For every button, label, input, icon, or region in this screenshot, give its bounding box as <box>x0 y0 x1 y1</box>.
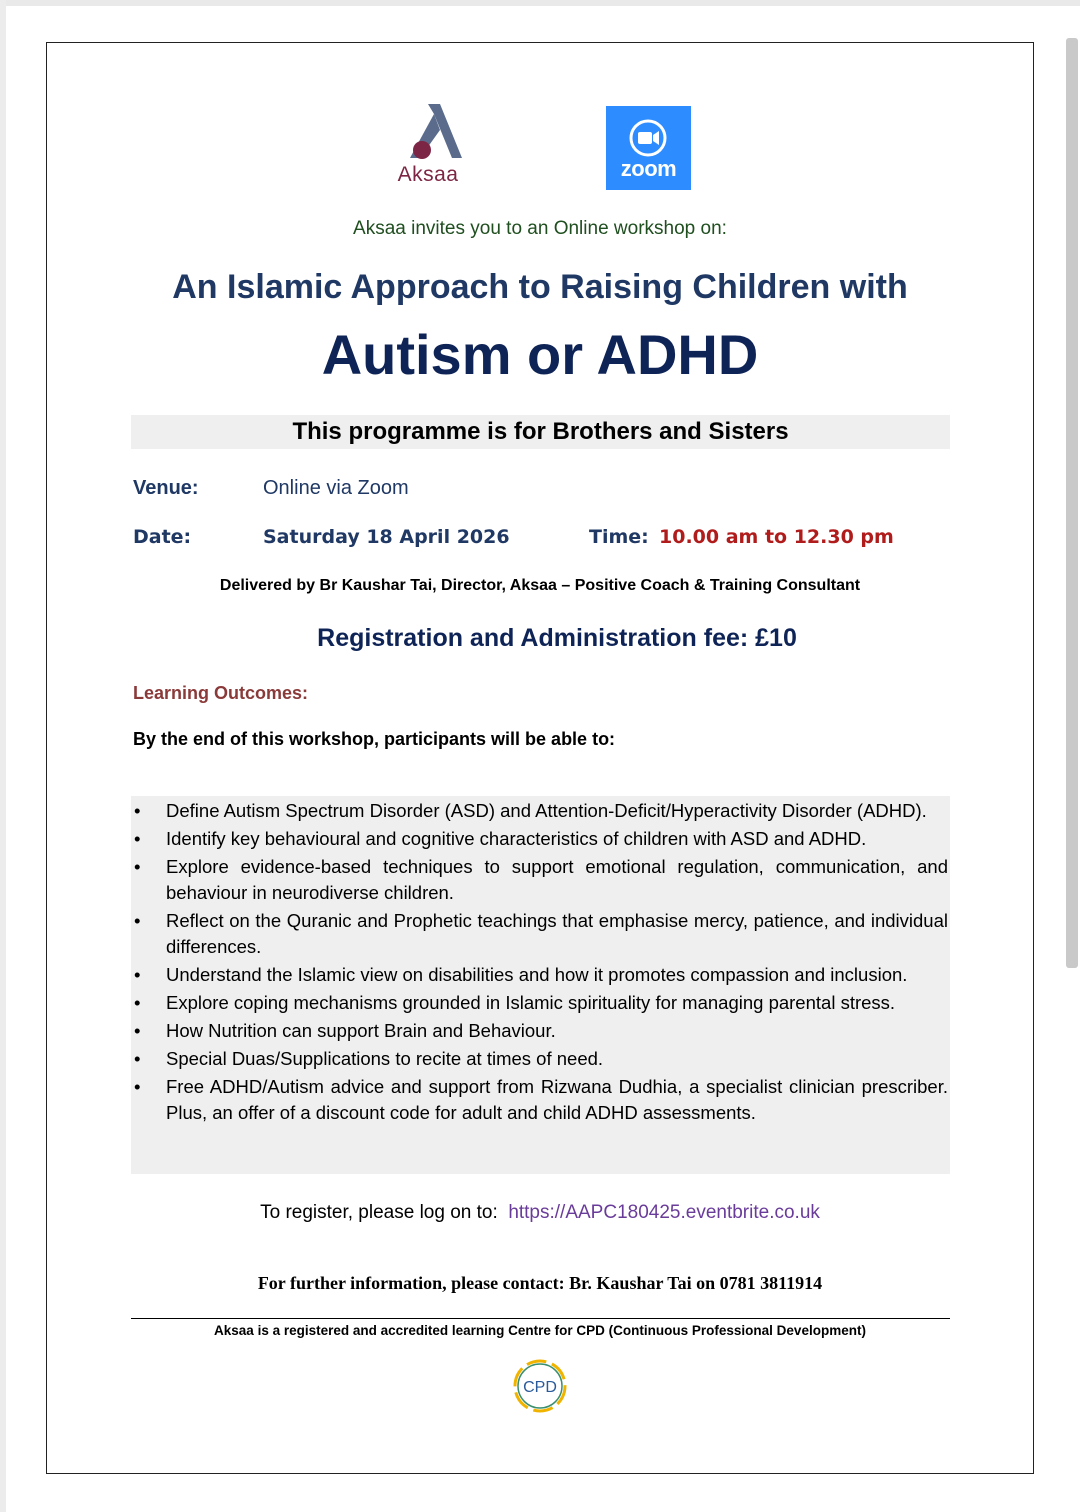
list-item <box>131 908 948 960</box>
bullet: • <box>134 828 141 849</box>
list-item-text: Define Autism Spectrum Disorder (ASD) and Attention-Deficit/Hyperactivity Disorder (ADHD). <box>166 800 927 821</box>
cpd-accreditation-note: Aksaa is a registered and accredited learning Centre for CPD (Continuous Professional Development) <box>214 1323 866 1338</box>
delivered-by: Delivered by Br Kaushar Tai, Director, Aksaa – Positive Coach & Training Consultant <box>219 577 861 594</box>
bullet: • <box>134 964 141 985</box>
list-item <box>131 854 948 906</box>
outcomes-list <box>131 798 948 1128</box>
title-line-2: Autism or ADHD <box>321 323 759 386</box>
list-item <box>131 990 948 1016</box>
date-label: Date: <box>133 526 192 548</box>
page-top-edge <box>0 0 1080 6</box>
learning-outcomes-intro: By the end of this workshop, participants will be able to: <box>133 729 616 749</box>
bullet: • <box>134 856 141 877</box>
time-value: 10.00 am to 12.30 pm <box>659 526 894 548</box>
cpd-logo-icon <box>511 1358 569 1414</box>
list-item-text: Understand the Islamic view on disabilities and how it promotes compassion and inclusion. <box>166 964 908 985</box>
register-line <box>0 1202 1080 1224</box>
list-item-text: How Nutrition can support Brain and Behaviour. <box>166 1020 556 1041</box>
list-item-text: Reflect on the Quranic and Prophetic teachings that emphasise mercy, patience, and individual differences. <box>166 910 948 957</box>
learning-outcomes-label: Learning Outcomes: <box>133 683 309 703</box>
zoom-camera-icon <box>628 118 668 158</box>
bullet: • <box>134 1020 141 1041</box>
bullet: • <box>134 1076 141 1097</box>
list-item-text: Special Duas/Supplications to recite at times of need. <box>166 1048 604 1069</box>
invite-text: Aksaa invites you to an Online workshop on: <box>353 218 727 239</box>
list-item <box>131 826 948 852</box>
zoom-logo-text: zoom <box>620 156 677 181</box>
cpd-logo-text: CPD <box>523 1379 557 1396</box>
list-item-text: Explore coping mechanisms grounded in Islamic spirituality for managing parental stress. <box>166 992 896 1013</box>
divider <box>131 1318 950 1319</box>
registration-fee: Registration and Administration fee: £10 <box>317 624 797 652</box>
programme-text: This programme is for Brothers and Sisters <box>292 418 789 445</box>
list-item <box>131 962 948 988</box>
aksaa-logo-text: Aksaa <box>397 163 459 186</box>
document-frame <box>46 42 1034 1474</box>
list-item <box>131 1074 948 1126</box>
venue-value: Online via Zoom <box>263 477 409 499</box>
list-item <box>131 1046 948 1072</box>
list-item-text: Explore evidence-based techniques to support emotional regulation, communication, and behaviour in neurodiverse children. <box>166 856 948 903</box>
list-item-text: Identify key behavioural and cognitive characteristics of children with ASD and ADHD. <box>166 828 867 849</box>
venue-label: Venue: <box>133 477 199 499</box>
bullet: • <box>134 1048 141 1069</box>
scrollbar[interactable] <box>1066 38 1078 968</box>
bullet: • <box>134 992 141 1013</box>
contact-info: For further information, please contact: Br. Kaushar Tai on 0781 3811914 <box>257 1273 823 1293</box>
list-item-text: Free ADHD/Autism advice and support from Rizwana Dudhia, a specialist clinician prescriber. Plus, an offer of a discount code for adult and child ADHD assessments. <box>166 1076 948 1123</box>
time-label: Time: <box>589 526 649 548</box>
list-item <box>131 1018 948 1044</box>
date-value: Saturday 18 April 2026 <box>263 526 510 548</box>
register-link[interactable]: https://AAPC180425.eventbrite.co.uk <box>508 1202 820 1223</box>
bullet: • <box>134 800 141 821</box>
list-item <box>131 798 948 824</box>
bullet: • <box>134 910 141 931</box>
register-text: To register, please log on to: <box>260 1202 498 1223</box>
title-line-1: An Islamic Approach to Raising Children with <box>172 268 908 306</box>
